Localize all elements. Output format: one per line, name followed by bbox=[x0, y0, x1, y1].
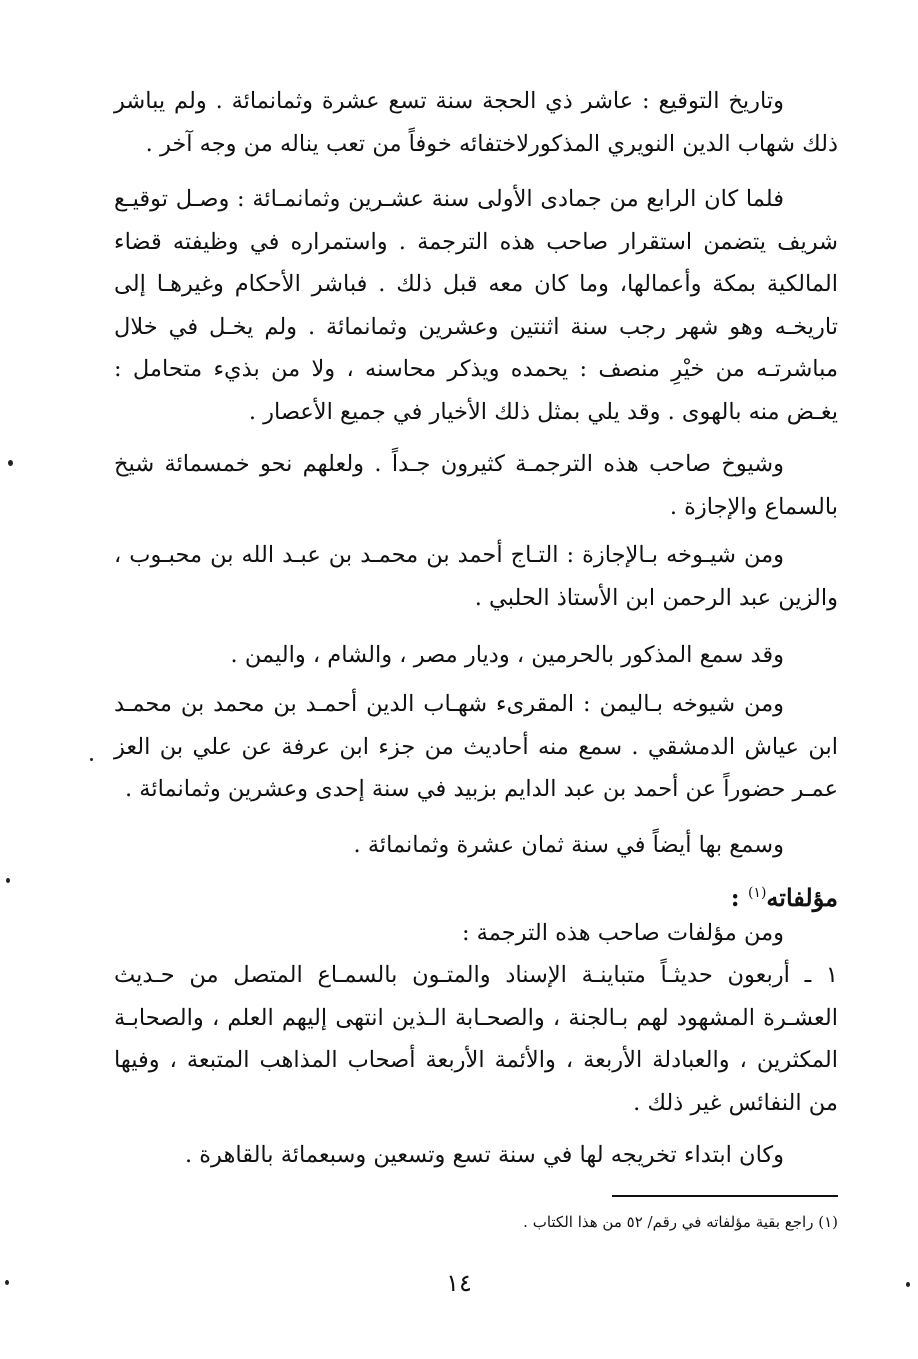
footnote-separator bbox=[612, 1195, 838, 1197]
paragraph-text: ومن مؤلفات صاحب هذه الترجمة : bbox=[461, 920, 784, 946]
footnote: (١) راجع بقية مؤلفاته في رقم/ ٥٢ من هذا الكتاب . bbox=[523, 1213, 838, 1231]
paragraph-text: وقد سمع المذكور بالحرمين ، وديار مصر ، والشام ، واليمن . bbox=[230, 642, 784, 668]
paragraph-text: وكان ابتداء تخريجه لها في سنة تسع وتسعين وسبعمائة بالقاهرة . bbox=[184, 1142, 784, 1168]
paragraph-text: وشيوخ صاحب هذه الترجمـة كثيرون جـداً . ولعلهم نحو خمسمائة شيخ بالسماع والإجازة . bbox=[114, 451, 838, 520]
paragraph-yemen-teachers bbox=[114, 683, 838, 811]
scan-speck bbox=[906, 1282, 910, 1287]
paragraph-teachers bbox=[114, 443, 838, 528]
footnote-marker: (١) bbox=[747, 885, 767, 901]
scan-speck bbox=[8, 460, 13, 466]
paragraph-text: وتاريخ التوقيع : عاشر ذي الحجة سنة تسع عشرة وثمانمائة . ولم يباشر ذلك شهاب الدين النويري المذكورلاختفائه خوفاً من تعب يناله من وجه آخر . bbox=[114, 88, 838, 157]
paragraph-works-intro bbox=[114, 912, 838, 955]
paragraph-appointment bbox=[114, 178, 838, 433]
paragraph-heard-there bbox=[114, 824, 838, 867]
paragraph-ijaza-teachers bbox=[114, 534, 838, 619]
scan-speck bbox=[90, 758, 93, 761]
paragraph-text: فلما كان الرابع من جمادى الأولى سنة عشـرين وثمانمـائة : وصـل توقيـع شريف يتضمن استقرار صاحب هذه الترجمة . واستمراره في وظيفته قضاء المالكية بمكة وأعمالها، وما كان معه قبل ذلك . فباشر الأحكام وغيرهـا إلى تاريخـه وهو شهر رجب سنة اثنتين وعشرين وثمانمائة . ولم يخـل في خلال مباشرتـه من خيْرِ منصف : يحمده ويذكر محاسنه ، ولا من بذيء متحامل : يغـض منه بالهوى . وقد يلي بمثل ذلك الأخيار في جميع الأعصار . bbox=[114, 186, 838, 425]
paragraph-text: ١ ـ أربعون حديثـاً متباينـة الإسناد والمتـون بالسمـاع المتصل من حـديث العشـرة المشهود لهم بـالجنة ، والصحـابة الـذين انتهى إليهم العلم ، والصحابـة المكثرين ، والعبادلة الأربعة ، والأئمة الأربعة أصحاب المذاهب المتبعة ، وفيها من النفائس غير ذلك . bbox=[114, 962, 838, 1116]
scan-speck bbox=[5, 1280, 9, 1285]
paragraph-text: ومن شيـوخه بـالإجازة : التـاج أحمد بن محمـد بن عبـد الله بن محبـوب ، والزين عبد الرحمن ابن الأستاذ الحلبي . bbox=[114, 542, 838, 611]
list-item-forty-hadith bbox=[114, 954, 838, 1124]
paragraph-text: وسمع بها أيضاً في سنة ثمان عشرة وثمانمائة . bbox=[353, 832, 784, 858]
paragraph-text: ومن شيوخه بـاليمن : المقرىء شهـاب الدين أحمـد بن محمد بن محمـد ابن عياش الدمشقي . سمع منه أحاديث من جزء ابن عرفة عن علي بن العز عمـر حضوراً عن أحمد بن عبد الدايم بزبيد في سنة إحدى وعشرين وثمانمائة . bbox=[114, 691, 838, 802]
heading-title: مؤلفاته bbox=[766, 883, 838, 912]
scan-speck bbox=[6, 878, 10, 883]
heading-colon: : bbox=[730, 883, 748, 912]
paragraph-compilation-start bbox=[114, 1134, 838, 1177]
paragraph-signing-date bbox=[114, 80, 838, 165]
page-number: ١٤ bbox=[446, 1269, 472, 1297]
paragraph-travels bbox=[114, 634, 838, 677]
